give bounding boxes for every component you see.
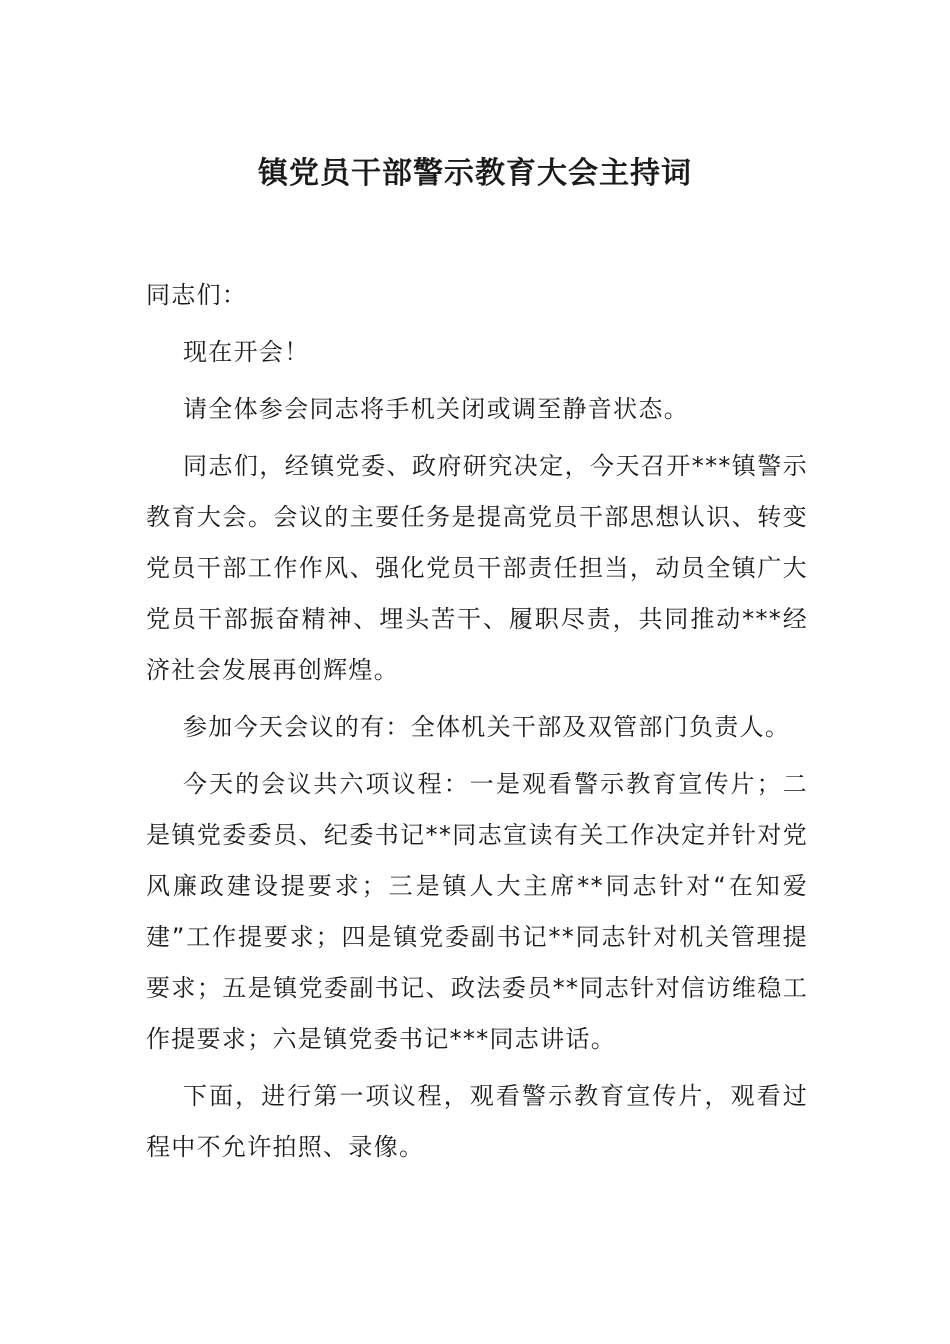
paragraph-phone-notice: 请全体参会同志将手机关闭或调至静音状态。 xyxy=(183,395,689,423)
paragraph-agenda: 今天的会议共六项议程：一是观看警示教育宣传片；二是镇党委委员、纪委书记**同志宣读有关工作决定并针对党风廉政建设提要求；三是镇人大主席**同志针对“在知爱建”工作提要求；四是镇党委副书记**同志针对机关管理提要求；五是镇党委副书记、政法委员**同志针对信访维稳工作提要求；六是镇党委书记***同志讲话。 xyxy=(146,770,808,1053)
salutation: 同志们： xyxy=(146,281,248,309)
document-body xyxy=(146,270,808,1179)
paragraph-opening: 现在开会！ xyxy=(183,338,310,366)
document-title: 镇党员干部警示教育大会主持词 xyxy=(258,156,692,191)
paragraph-meeting-purpose: 同志们，经镇党委、政府研究决定，今天召开***镇警示教育大会。会议的主要任务是提高党员干部思想认识、转变党员干部工作作风、强化党员干部责任担当，动员全镇广大党员干部振奋精神、埋头苦干、履职尽责，共同推动***经济社会发展再创辉煌。 xyxy=(146,452,808,684)
paragraph-attendees: 参加今天会议的有：全体机关干部及双管部门负责人。 xyxy=(183,713,791,741)
paragraph-first-item: 下面，进行第一项议程，观看警示教育宣传片，观看过程中不允许拍照、录像。 xyxy=(146,1082,808,1161)
